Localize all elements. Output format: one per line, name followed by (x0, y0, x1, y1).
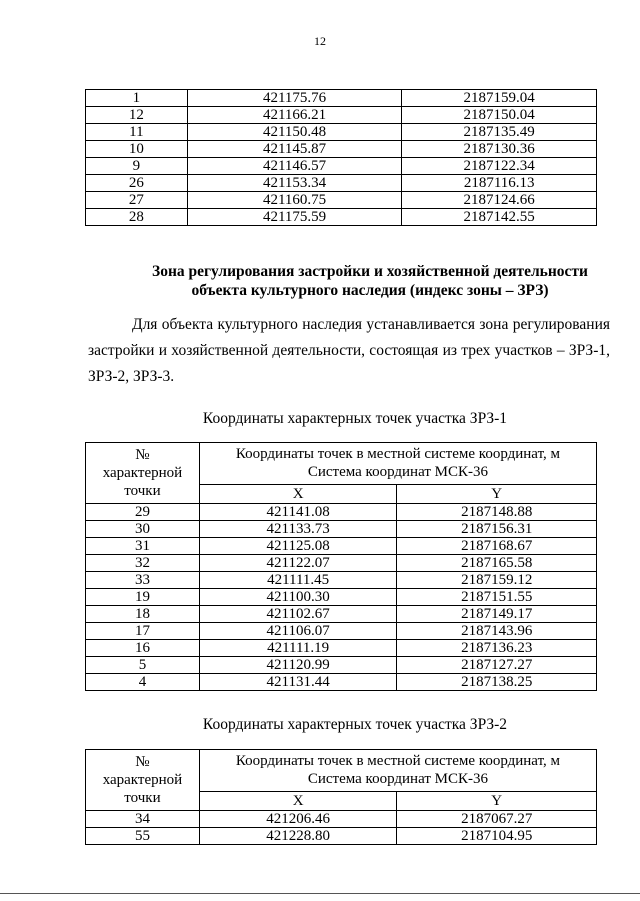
table-row (86, 811, 597, 828)
x-coordinate-cell: 421131.44 (199, 674, 397, 691)
header-num-line3: точки (124, 483, 161, 499)
header-x: X (199, 484, 397, 503)
x-coordinate-cell: 421102.67 (199, 606, 397, 623)
point-number-cell: 11 (86, 124, 188, 141)
point-number-cell: 12 (86, 107, 188, 124)
header-coordinates (199, 443, 596, 485)
zrz1-caption: Координаты характерных точек участка ЗРЗ-1 (202, 410, 508, 427)
x-coordinate-cell: 421141.08 (199, 504, 397, 521)
point-number-cell: 10 (86, 141, 188, 158)
header-y: Y (397, 791, 597, 810)
header-num-line2: характерной (102, 772, 183, 788)
page-number: 12 (314, 34, 326, 48)
zone-title-line2: объекта культурного наследия (индекс зоны – ЗРЗ) (191, 282, 549, 299)
x-coordinate-cell: 421145.87 (187, 141, 402, 158)
header-y: Y (397, 484, 597, 503)
zone-title-line1: Зона регулирования застройки и хозяйственной деятельности (152, 263, 588, 280)
table-row (86, 828, 597, 845)
header-num-line2: характерной (102, 465, 183, 481)
table-row (86, 521, 597, 538)
y-coordinate-cell: 2187130.36 (402, 141, 597, 158)
table-row (86, 640, 597, 657)
x-coordinate-cell: 421111.45 (199, 572, 397, 589)
y-coordinate-cell: 2187165.58 (397, 555, 597, 572)
point-number-cell: 19 (86, 589, 200, 606)
header-coords-line1: Координаты точек в местной системе координат, м (235, 753, 560, 770)
header-point-number (86, 443, 200, 504)
point-number-cell: 26 (86, 175, 188, 192)
x-coordinate-cell: 421175.76 (187, 90, 402, 107)
top-coordinates-table (85, 89, 597, 226)
x-coordinate-cell: 421146.57 (187, 158, 402, 175)
table-row (86, 107, 597, 124)
x-coordinate-cell: 421160.75 (187, 192, 402, 209)
x-coordinate-cell: 421106.07 (199, 623, 397, 640)
zone-title (100, 262, 640, 300)
point-number-cell: 9 (86, 158, 188, 175)
table-row (86, 158, 597, 175)
x-coordinate-cell: 421153.34 (187, 175, 402, 192)
y-coordinate-cell: 2187151.55 (397, 589, 597, 606)
point-number-cell: 1 (86, 90, 188, 107)
x-coordinate-cell: 421100.30 (199, 589, 397, 606)
y-coordinate-cell: 2187124.66 (402, 192, 597, 209)
x-coordinate-cell: 421206.46 (199, 811, 397, 828)
y-coordinate-cell: 2187148.88 (397, 504, 597, 521)
y-coordinate-cell: 2187150.04 (402, 107, 597, 124)
y-coordinate-cell: 2187127.27 (397, 657, 597, 674)
table-row (86, 674, 597, 691)
point-number-cell: 32 (86, 555, 200, 572)
table-row (86, 90, 597, 107)
table-row (86, 657, 597, 674)
x-coordinate-cell: 421228.80 (199, 828, 397, 845)
table-row (86, 124, 597, 141)
header-point-number (86, 750, 200, 811)
header-coords-line2: Система координат МСК-36 (307, 771, 488, 788)
y-coordinate-cell: 2187159.12 (397, 572, 597, 589)
point-number-cell: 18 (86, 606, 200, 623)
zrz2-caption: Координаты характерных точек участка ЗРЗ-2 (202, 716, 508, 733)
header-num-line1: № (135, 754, 150, 770)
point-number-cell: 29 (86, 504, 200, 521)
footer-rule (0, 893, 640, 894)
point-number-cell: 28 (86, 209, 188, 226)
y-coordinate-cell: 2187143.96 (397, 623, 597, 640)
table-row (86, 504, 597, 521)
header-x: X (199, 791, 397, 810)
x-coordinate-cell: 421111.19 (199, 640, 397, 657)
zone-paragraph-line2: застройки и хозяйственной деятельности, состоящая из трех участков – ЗРЗ-1, (88, 342, 610, 359)
table-row (86, 606, 597, 623)
table-row (86, 538, 597, 555)
x-coordinate-cell: 421166.21 (187, 107, 402, 124)
table-row (86, 572, 597, 589)
x-coordinate-cell: 421150.48 (187, 124, 402, 141)
y-coordinate-cell: 2187135.49 (402, 124, 597, 141)
y-coordinate-cell: 2187159.04 (402, 90, 597, 107)
table-row (86, 192, 597, 209)
y-coordinate-cell: 2187149.17 (397, 606, 597, 623)
y-coordinate-cell: 2187104.95 (397, 828, 597, 845)
zone-paragraph-line3: ЗРЗ-2, ЗРЗ-3. (88, 368, 175, 385)
header-num-line3: точки (124, 790, 161, 806)
zrz2-coordinates-table (85, 749, 597, 845)
y-coordinate-cell: 2187136.23 (397, 640, 597, 657)
point-number-cell: 55 (86, 828, 200, 845)
header-coords-line2: Система координат МСК-36 (307, 464, 488, 481)
x-coordinate-cell: 421133.73 (199, 521, 397, 538)
table-row (86, 141, 597, 158)
table-row (86, 623, 597, 640)
zrz1-coordinates-table (85, 442, 597, 691)
point-number-cell: 30 (86, 521, 200, 538)
point-number-cell: 5 (86, 657, 200, 674)
zone-paragraph-line1: Для объекта культурного наследия устанавливается зона регулирования (132, 316, 610, 333)
y-coordinate-cell: 2187116.13 (402, 175, 597, 192)
table-row (86, 589, 597, 606)
point-number-cell: 27 (86, 192, 188, 209)
table-row (86, 555, 597, 572)
point-number-cell: 17 (86, 623, 200, 640)
y-coordinate-cell: 2187156.31 (397, 521, 597, 538)
header-num-line1: № (135, 447, 150, 463)
x-coordinate-cell: 421125.08 (199, 538, 397, 555)
point-number-cell: 31 (86, 538, 200, 555)
point-number-cell: 16 (86, 640, 200, 657)
y-coordinate-cell: 2187122.34 (402, 158, 597, 175)
y-coordinate-cell: 2187168.67 (397, 538, 597, 555)
header-coordinates (199, 750, 596, 792)
table-row (86, 209, 597, 226)
table-row (86, 175, 597, 192)
x-coordinate-cell: 421122.07 (199, 555, 397, 572)
x-coordinate-cell: 421120.99 (199, 657, 397, 674)
point-number-cell: 4 (86, 674, 200, 691)
point-number-cell: 33 (86, 572, 200, 589)
x-coordinate-cell: 421175.59 (187, 209, 402, 226)
point-number-cell: 34 (86, 811, 200, 828)
header-coords-line1: Координаты точек в местной системе координат, м (235, 446, 560, 463)
y-coordinate-cell: 2187067.27 (397, 811, 597, 828)
y-coordinate-cell: 2187142.55 (402, 209, 597, 226)
y-coordinate-cell: 2187138.25 (397, 674, 597, 691)
